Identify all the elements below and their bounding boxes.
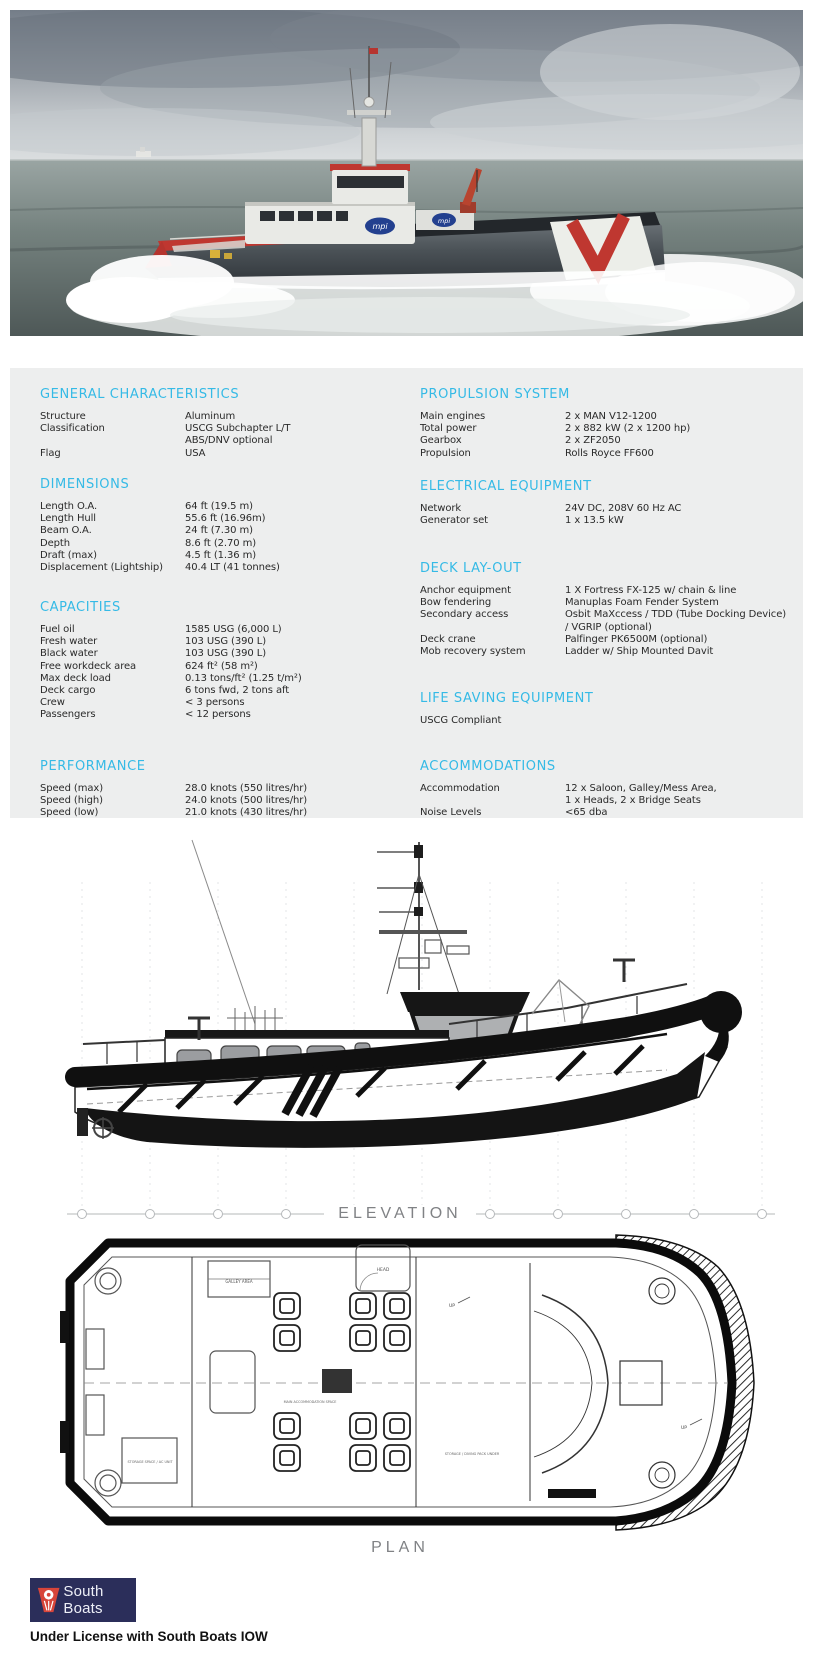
hull-profile (75, 991, 742, 1148)
spec-value: 24 ft (7.30 m) (185, 525, 253, 537)
spec-label: Crew (40, 697, 65, 709)
spec-label: Speed (low) (40, 807, 99, 819)
spec-label: Speed (high) (40, 795, 103, 807)
spec-value: USCG Subchapter L/T (185, 423, 291, 435)
elevation-drawing (27, 812, 787, 1227)
mast-assembly (377, 842, 469, 994)
spec-value: < 12 persons (185, 709, 251, 721)
spec-value: 55.6 ft (16.96m) (185, 513, 266, 525)
storage-diving-label: STORAGE / DIVING PACK UNDER (444, 1452, 500, 1456)
vessel-photo (10, 10, 803, 336)
counter-unit (322, 1369, 352, 1393)
plan-caption-row (10, 1537, 790, 1557)
spec-row (40, 550, 400, 562)
spec-label: Black water (40, 648, 98, 660)
spec-label: Depth (40, 537, 70, 549)
spec-row (420, 622, 800, 634)
spec-row (420, 715, 800, 727)
spec-label: Deck crane (420, 633, 476, 645)
spec-section-accommodations (420, 760, 800, 820)
spec-value: Aluminum (185, 411, 236, 422)
spec-row (40, 685, 400, 697)
section-title: ACCOMMODATIONS (420, 759, 556, 774)
section-title: DIMENSIONS (40, 477, 130, 492)
spec-value: 4.5 ft (1.36 m) (185, 549, 257, 561)
spec-label: Anchor equipment (420, 585, 511, 596)
spec-label: Secondary access (420, 609, 509, 621)
spec-value: 103 USG (390 L) (185, 636, 267, 648)
spec-section-deck-lay-out (420, 562, 800, 658)
plan-caption: PLAN (357, 1539, 443, 1557)
mpi-logo: mpi (372, 222, 388, 231)
spec-row (40, 636, 400, 648)
section-title: ELECTRICAL EQUIPMENT (420, 479, 592, 494)
spec-row (40, 648, 400, 660)
spec-row (420, 585, 800, 597)
section-title: CAPACITIES (40, 600, 121, 615)
spec-label: USCG Compliant (420, 715, 502, 726)
wheelhouse (330, 164, 410, 204)
spec-value: 40.4 LT (41 tonnes) (185, 562, 280, 574)
main-space-label: MAIN ACCOMMODATION SPACE (283, 1400, 337, 1404)
storage-ac-label: STORAGE SPACE / AC UNIT (127, 1460, 173, 1464)
license-text: Under License with South Boats IOW (30, 1629, 268, 1644)
spec-value: 24.0 knots (500 litres/hr) (185, 795, 308, 807)
south-boats-logo-icon (37, 1584, 60, 1616)
plan-detail-block (548, 1489, 596, 1498)
deck-gear (210, 250, 220, 258)
spec-label: Length O.A. (40, 501, 98, 512)
spec-label (420, 795, 565, 807)
spec-row (40, 661, 400, 673)
spec-label: Draft (max) (40, 549, 97, 561)
spec-row (40, 673, 400, 685)
spec-value: Ladder w/ Ship Mounted Davit (565, 646, 714, 658)
section-title: PERFORMANCE (40, 759, 146, 774)
mast-flag (369, 48, 378, 54)
spec-section-dimensions (40, 478, 400, 574)
spec-label: Passengers (40, 709, 96, 721)
spec-value: Rolls Royce FF600 (565, 447, 654, 459)
spec-value: 0.13 tons/ft² (1.25 t/m²) (185, 672, 302, 684)
section-title: PROPULSION SYSTEM (420, 387, 570, 402)
spec-row (420, 435, 800, 447)
spec-row (420, 411, 800, 423)
spec-value: 1 X Fortress FX-125 w/ chain & line (565, 585, 737, 596)
spec-value (565, 715, 800, 727)
spec-row (40, 783, 400, 795)
spec-section-electrical-equipment (420, 480, 800, 527)
spec-label: Classification (40, 423, 105, 435)
spec-value: ABS/DNV optional (185, 435, 273, 447)
spec-label: Total power (420, 423, 477, 435)
spec-value: 1585 USG (6,000 L) (185, 624, 282, 635)
section-title: LIFE SAVING EQUIPMENT (420, 691, 594, 706)
spec-value: 21.0 knots (430 litres/hr) (185, 807, 308, 819)
spec-value: < 3 persons (185, 697, 245, 709)
spec-value: 2 x 882 kW (2 x 1200 hp) (565, 423, 691, 435)
spec-value: 2 x ZF2050 (565, 435, 621, 447)
spec-value: <65 dba (565, 807, 608, 819)
elevation-caption-row (10, 1203, 790, 1223)
up-label-1: UP (448, 1304, 456, 1309)
spec-section-capacities (40, 601, 400, 722)
spec-label: Length Hull (40, 513, 96, 525)
spec-value: Palfinger PK6500M (optional) (565, 633, 708, 645)
spec-label: Flag (40, 447, 61, 459)
spec-row (40, 697, 400, 709)
section-title: GENERAL CHARACTERISTICS (40, 387, 240, 402)
spec-row (40, 525, 400, 537)
spec-value: 28.0 knots (550 litres/hr) (185, 783, 308, 794)
spec-row (420, 515, 800, 527)
mpi-logo-aft: mpi (437, 217, 451, 225)
spec-row (40, 411, 400, 423)
spec-label: Structure (40, 411, 86, 422)
spec-row (420, 783, 800, 795)
spec-label: Propulsion (420, 447, 471, 459)
spec-row (40, 448, 400, 460)
spec-panel (10, 368, 803, 818)
spec-row (40, 709, 400, 721)
spec-row (420, 448, 800, 460)
spec-value: 12 x Saloon, Galley/Mess Area, (565, 783, 717, 794)
spec-value: 6 tons fwd, 2 tons aft (185, 685, 290, 697)
spec-value: 624 ft² (58 m²) (185, 660, 258, 672)
spec-row (40, 501, 400, 513)
spec-row (420, 423, 800, 435)
spec-label: Generator set (420, 515, 488, 527)
spec-label: Speed (max) (40, 783, 104, 794)
spec-label: Fresh water (40, 636, 98, 648)
spec-row (420, 795, 800, 807)
elevation-caption: ELEVATION (324, 1205, 475, 1223)
spec-row (420, 634, 800, 646)
spec-row (40, 538, 400, 550)
south-boats-logo (30, 1578, 136, 1622)
spec-label: Fuel oil (40, 624, 75, 635)
whip-antenna (192, 840, 255, 1024)
spec-column-left (40, 368, 400, 818)
spec-value: 24V DC, 208V 60 Hz AC (565, 503, 682, 514)
spec-value: 103 USG (390 L) (185, 648, 267, 660)
spec-row (420, 503, 800, 515)
spec-value: Manuplas Foam Fender System (565, 597, 719, 609)
spec-row (40, 513, 400, 525)
spec-row (40, 435, 400, 447)
spec-section-propulsion-system (420, 388, 800, 460)
plan-drawing (60, 1233, 760, 1533)
spec-label: Accommodation (420, 783, 500, 794)
spec-value: USA (185, 447, 206, 459)
spec-value: / VGRIP (optional) (565, 621, 652, 633)
spec-section-general-characteristics (40, 388, 400, 460)
spec-column-right (420, 368, 800, 818)
hull-outline (70, 1243, 732, 1521)
spec-row (40, 423, 400, 435)
spec-label: Gearbox (420, 435, 462, 447)
spec-value: 8.6 ft (2.70 m) (185, 537, 257, 549)
spec-row (420, 609, 800, 621)
spec-row (40, 624, 400, 636)
spec-label: Mob recovery system (420, 646, 526, 658)
spec-label: Free workdeck area (40, 660, 137, 672)
roof-antennas (227, 1006, 283, 1030)
spec-value: Osbit MaXccess / TDD (Tube Docking Device) (565, 609, 787, 621)
spec-value: 1 x Heads, 2 x Bridge Seats (565, 795, 701, 807)
spec-row (40, 795, 400, 807)
spec-value: 2 x MAN V12-1200 (565, 411, 657, 422)
galley-label: GALLEY AREA (225, 1279, 253, 1284)
section-title: DECK LAY-OUT (420, 561, 522, 576)
spec-label: Bow fendering (420, 597, 492, 609)
head-label: HEAD (376, 1268, 390, 1273)
up-label-2: UP (680, 1426, 688, 1431)
spec-label: Deck cargo (40, 685, 96, 697)
spec-label: Network (420, 503, 462, 514)
spec-value: 1 x 13.5 kW (565, 515, 624, 527)
spec-section-performance (40, 760, 400, 820)
spec-label (420, 622, 565, 634)
spec-label: Noise Levels (420, 807, 482, 819)
spec-row (420, 646, 800, 658)
spec-section-life-saving-equipment (420, 692, 800, 727)
spec-label: Displacement (Lightship) (40, 562, 163, 574)
spec-label (40, 435, 185, 447)
sky (10, 10, 803, 170)
spec-label: Main engines (420, 411, 486, 422)
spec-row (40, 562, 400, 574)
south-boats-logo-text: South Boats (63, 1583, 104, 1617)
spec-value: 64 ft (19.5 m) (185, 501, 253, 512)
spec-label: Beam O.A. (40, 525, 92, 537)
spec-row (420, 597, 800, 609)
spec-label: Max deck load (40, 672, 111, 684)
